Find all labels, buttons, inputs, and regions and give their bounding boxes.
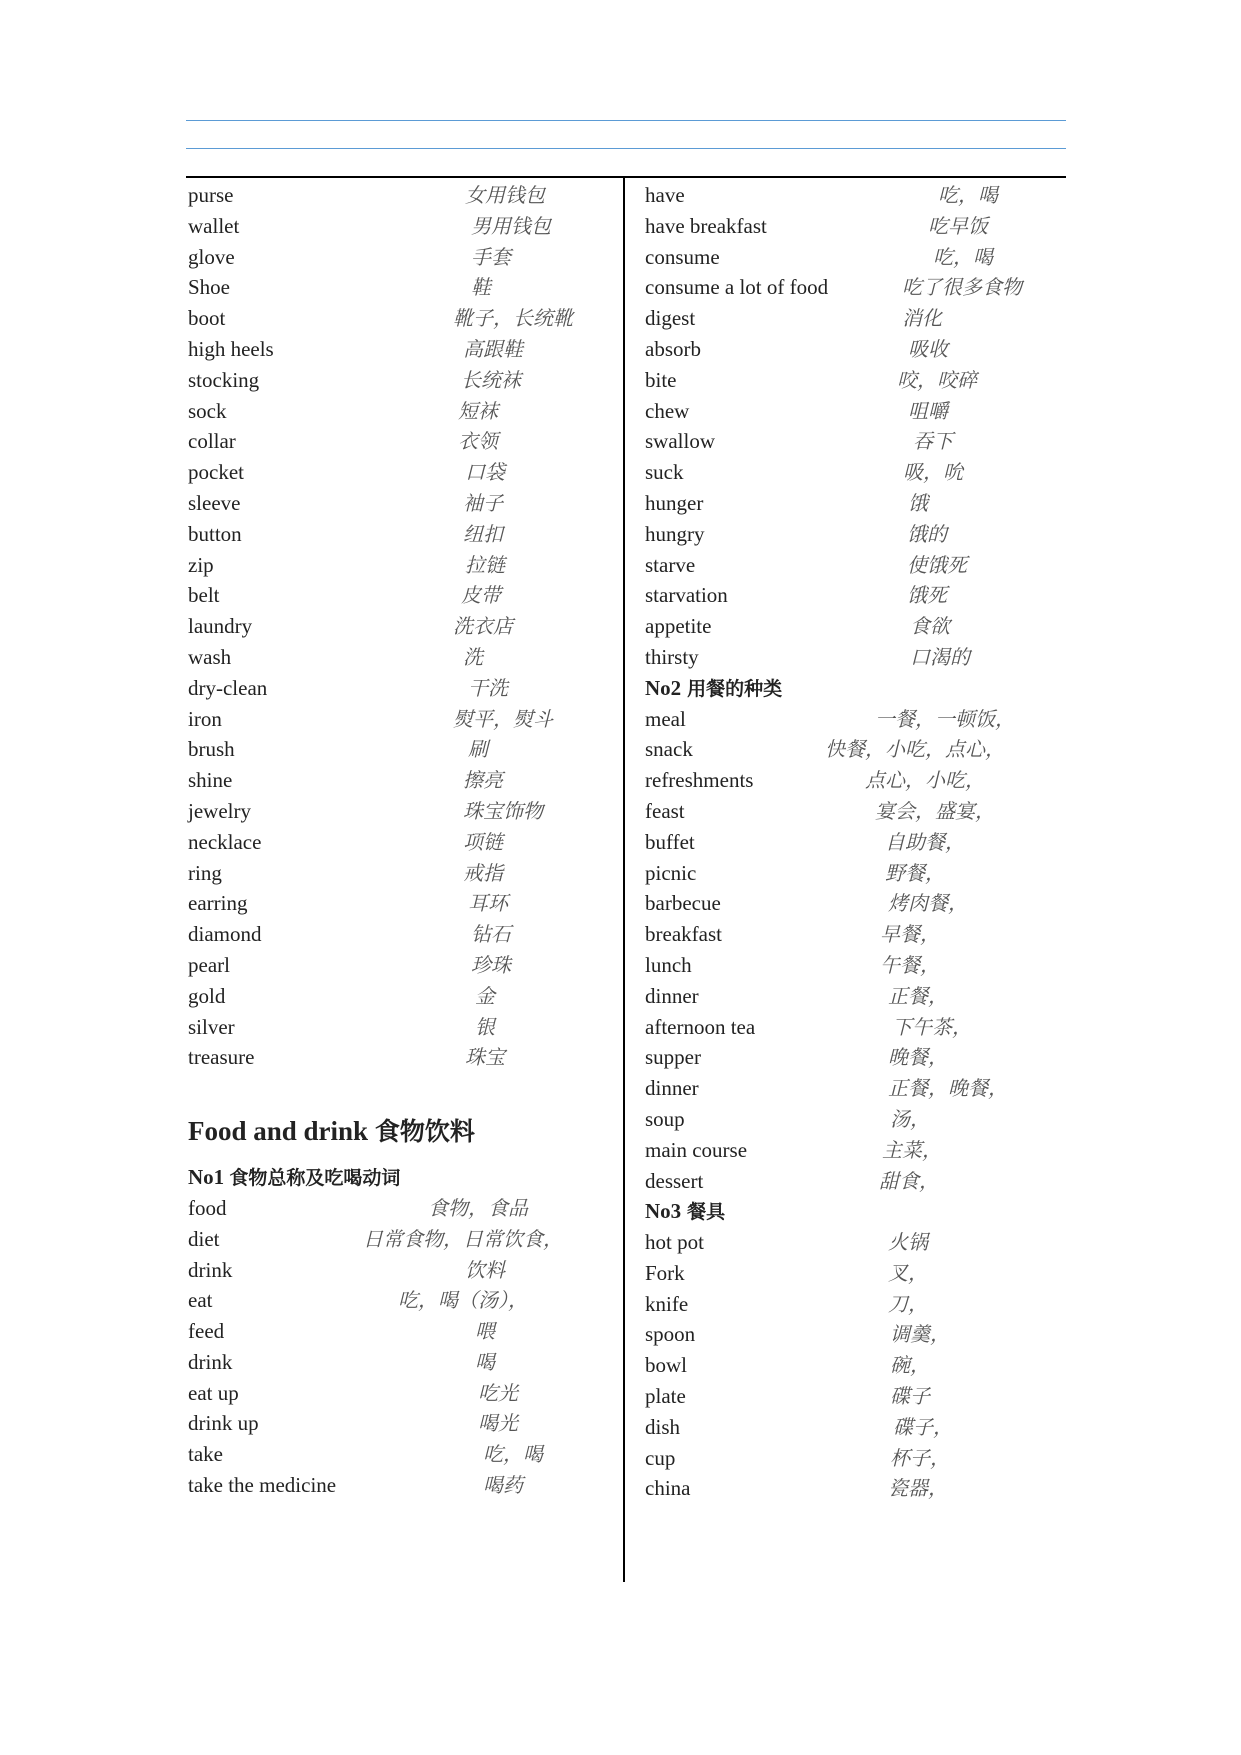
vocab-row bbox=[645, 704, 1065, 735]
chinese-gloss: 吃，喝 bbox=[933, 244, 993, 269]
english-term: ring bbox=[188, 860, 222, 885]
chinese-gloss: 刷 bbox=[468, 737, 488, 762]
chinese-gloss: 男用钱包 bbox=[471, 213, 551, 238]
vocab-row bbox=[188, 580, 613, 611]
vocab-row bbox=[188, 365, 613, 396]
english-term: feast bbox=[645, 798, 685, 823]
vocab-row bbox=[188, 488, 613, 519]
chinese-gloss: 女用钱包 bbox=[465, 183, 545, 207]
english-term: purse bbox=[188, 183, 234, 207]
english-term: consume a lot of food bbox=[645, 275, 829, 300]
chinese-gloss: 烤肉餐， bbox=[888, 891, 968, 916]
vocab-row bbox=[645, 1227, 1065, 1258]
vocab-row bbox=[188, 1470, 613, 1501]
chinese-gloss: 银 bbox=[475, 1014, 495, 1039]
chinese-gloss: 短袜 bbox=[458, 398, 498, 423]
english-term: hot pot bbox=[645, 1230, 704, 1255]
chinese-gloss: 洗 bbox=[463, 644, 483, 669]
english-term: cup bbox=[645, 1445, 676, 1470]
chinese-gloss: 饿 bbox=[908, 490, 928, 515]
vocab-row bbox=[645, 519, 1065, 550]
no3-heading-en: No3 bbox=[645, 1199, 682, 1224]
chinese-gloss: 自助餐， bbox=[885, 829, 965, 854]
english-term: plate bbox=[645, 1384, 686, 1409]
chinese-gloss: 皮带 bbox=[461, 583, 501, 608]
english-term: starvation bbox=[645, 583, 728, 608]
vocab-row bbox=[188, 1193, 613, 1224]
vocab-row bbox=[188, 1255, 613, 1286]
chinese-gloss: 珠宝饰物 bbox=[463, 798, 543, 823]
vocab-row bbox=[188, 303, 613, 334]
english-term: breakfast bbox=[645, 922, 722, 947]
english-term: barbecue bbox=[645, 891, 721, 916]
vocab-row bbox=[188, 704, 613, 735]
vocab-row bbox=[645, 796, 1065, 827]
no3-heading bbox=[645, 1196, 1065, 1227]
english-term: appetite bbox=[645, 614, 712, 639]
vocab-row bbox=[188, 1224, 613, 1255]
english-term: swallow bbox=[645, 429, 715, 454]
vocab-row bbox=[645, 550, 1065, 581]
english-term: eat bbox=[188, 1288, 213, 1313]
chinese-gloss: 擦亮 bbox=[463, 768, 503, 793]
english-term: have bbox=[645, 183, 685, 207]
english-term: refreshments bbox=[645, 768, 754, 793]
vocab-row bbox=[188, 827, 613, 858]
chinese-gloss: 吸，吮 bbox=[903, 460, 963, 485]
english-term: wash bbox=[188, 644, 232, 669]
english-term: thirsty bbox=[645, 644, 699, 669]
chinese-gloss: 甜食， bbox=[879, 1168, 939, 1193]
chinese-gloss: 正餐， bbox=[888, 983, 948, 1008]
chinese-gloss: 喝光 bbox=[478, 1411, 518, 1436]
vocab-row bbox=[188, 426, 613, 457]
table-top-border bbox=[186, 176, 1066, 178]
vocab-row bbox=[188, 642, 613, 673]
vocab-row bbox=[645, 457, 1065, 488]
vocab-row bbox=[188, 519, 613, 550]
vocab-row bbox=[645, 611, 1065, 642]
vocab-row bbox=[188, 765, 613, 796]
chinese-gloss: 正餐，晚餐， bbox=[888, 1076, 1008, 1101]
vocab-row bbox=[188, 550, 613, 581]
english-term: lunch bbox=[645, 952, 692, 977]
vocab-row bbox=[645, 1381, 1065, 1412]
english-term: take bbox=[188, 1442, 223, 1467]
vocab-row bbox=[188, 334, 613, 365]
chinese-gloss: 喝药 bbox=[483, 1473, 523, 1498]
vocab-row bbox=[645, 242, 1065, 273]
chinese-gloss: 饿死 bbox=[907, 583, 947, 608]
vocab-row bbox=[645, 396, 1065, 427]
vocab-row bbox=[645, 919, 1065, 950]
chinese-gloss: 耳环 bbox=[468, 891, 508, 916]
english-term: snack bbox=[645, 737, 693, 762]
chinese-gloss: 喝 bbox=[475, 1349, 495, 1374]
chinese-gloss: 靴子，长统靴 bbox=[453, 306, 573, 331]
chinese-gloss: 使饿死 bbox=[907, 552, 967, 577]
english-term: pocket bbox=[188, 460, 244, 485]
english-term: take the medicine bbox=[188, 1473, 337, 1498]
chinese-gloss: 下午茶， bbox=[892, 1014, 972, 1039]
chinese-gloss: 汤， bbox=[890, 1106, 930, 1131]
vocab-row bbox=[645, 1443, 1065, 1474]
english-term: high heels bbox=[188, 336, 274, 361]
no1-heading bbox=[188, 1162, 613, 1193]
vocab-row bbox=[645, 1350, 1065, 1381]
english-term: boot bbox=[188, 306, 226, 331]
vocab-row bbox=[645, 272, 1065, 303]
vocab-row bbox=[645, 1042, 1065, 1073]
english-term: drink bbox=[188, 1349, 233, 1374]
meal-types-list bbox=[645, 704, 1065, 1197]
vocab-row bbox=[645, 1319, 1065, 1350]
chinese-gloss: 火锅 bbox=[888, 1230, 928, 1255]
eating-verbs-list bbox=[645, 180, 1065, 673]
english-term: feed bbox=[188, 1319, 225, 1344]
english-term: spoon bbox=[645, 1322, 696, 1347]
vocab-row bbox=[188, 981, 613, 1012]
chinese-gloss: 瓷器， bbox=[888, 1476, 948, 1501]
chinese-gloss: 早餐， bbox=[880, 922, 940, 947]
no3-heading-zh: 餐具 bbox=[687, 1201, 726, 1224]
english-term: zip bbox=[188, 552, 214, 577]
vocab-row bbox=[645, 827, 1065, 858]
chinese-gloss: 碟子， bbox=[893, 1414, 953, 1439]
vocab-row bbox=[645, 950, 1065, 981]
english-term: dinner bbox=[645, 983, 699, 1008]
vocab-row bbox=[645, 1012, 1065, 1043]
english-term: sock bbox=[188, 398, 227, 423]
english-term: dish bbox=[645, 1414, 681, 1439]
chinese-gloss: 调羹， bbox=[890, 1322, 950, 1347]
english-term: pearl bbox=[188, 952, 230, 977]
right-column bbox=[645, 180, 1065, 1504]
english-term: diamond bbox=[188, 922, 262, 947]
vocab-row bbox=[645, 858, 1065, 889]
chinese-gloss: 午餐， bbox=[880, 952, 940, 977]
chinese-gloss: 衣领 bbox=[458, 429, 498, 454]
english-term: supper bbox=[645, 1045, 701, 1070]
chinese-gloss: 吸收 bbox=[908, 336, 948, 361]
chinese-gloss: 点心，小吃， bbox=[865, 768, 985, 793]
english-term: suck bbox=[645, 460, 684, 485]
chinese-gloss: 吃早饭 bbox=[928, 213, 988, 238]
vocab-row bbox=[188, 919, 613, 950]
vocab-row bbox=[188, 180, 613, 211]
vocab-row bbox=[188, 611, 613, 642]
english-term: sleeve bbox=[188, 490, 241, 515]
english-term: dessert bbox=[645, 1168, 704, 1193]
english-term: picnic bbox=[645, 860, 697, 885]
english-term: soup bbox=[645, 1106, 685, 1131]
tableware-list bbox=[645, 1227, 1065, 1504]
english-term: bite bbox=[645, 367, 677, 392]
english-term: afternoon tea bbox=[645, 1014, 756, 1039]
chinese-gloss: 消化 bbox=[902, 306, 942, 331]
english-term: hungry bbox=[645, 521, 705, 546]
chinese-gloss: 袖子 bbox=[463, 490, 503, 515]
chinese-gloss: 吞下 bbox=[913, 429, 953, 454]
english-term: dry-clean bbox=[188, 675, 268, 700]
vocab-row bbox=[188, 1042, 613, 1073]
vocab-row bbox=[188, 1316, 613, 1347]
vocab-row bbox=[188, 242, 613, 273]
chinese-gloss: 咀嚼 bbox=[908, 398, 948, 423]
clothing-vocab-list bbox=[188, 180, 613, 1073]
chinese-gloss: 食物，食品 bbox=[428, 1195, 528, 1220]
english-term: Shoe bbox=[188, 275, 230, 300]
chinese-gloss: 叉， bbox=[888, 1260, 928, 1285]
english-term: jewelry bbox=[188, 798, 251, 823]
chinese-gloss: 咬，咬碎 bbox=[897, 367, 977, 392]
english-term: meal bbox=[645, 706, 686, 731]
chinese-gloss: 杯子， bbox=[890, 1445, 950, 1470]
english-term: eat up bbox=[188, 1380, 239, 1405]
section-title-en: Food and drink bbox=[188, 1116, 375, 1147]
vocab-row bbox=[645, 1258, 1065, 1289]
vocab-row bbox=[188, 457, 613, 488]
vocab-row bbox=[645, 734, 1065, 765]
chinese-gloss: 吃光 bbox=[478, 1380, 518, 1405]
english-term: laundry bbox=[188, 614, 253, 639]
english-term: dinner bbox=[645, 1076, 699, 1101]
english-term: glove bbox=[188, 244, 235, 269]
chinese-gloss: 喂 bbox=[475, 1319, 495, 1344]
chinese-gloss: 拉链 bbox=[465, 552, 505, 577]
chinese-gloss: 鞋 bbox=[471, 275, 491, 300]
english-term: drink bbox=[188, 1257, 233, 1282]
chinese-gloss: 野餐， bbox=[885, 860, 945, 885]
vocab-row bbox=[645, 211, 1065, 242]
chinese-gloss: 洗衣店 bbox=[453, 614, 513, 639]
english-term: earring bbox=[188, 891, 248, 916]
vocab-row bbox=[188, 1378, 613, 1409]
chinese-gloss: 长统袜 bbox=[461, 367, 521, 392]
chinese-gloss: 干洗 bbox=[468, 675, 508, 700]
vocab-row bbox=[645, 426, 1065, 457]
english-term: diet bbox=[188, 1226, 220, 1251]
english-term: consume bbox=[645, 244, 720, 269]
vocab-row bbox=[188, 396, 613, 427]
vocab-row bbox=[645, 1412, 1065, 1443]
chinese-gloss: 碗， bbox=[890, 1353, 930, 1378]
chinese-gloss: 戒指 bbox=[463, 860, 503, 885]
chinese-gloss: 口渴的 bbox=[910, 644, 970, 669]
header-rule-bottom bbox=[186, 148, 1066, 149]
english-term: bowl bbox=[645, 1353, 687, 1378]
english-term: button bbox=[188, 521, 242, 546]
vocab-row bbox=[645, 1073, 1065, 1104]
chinese-gloss: 珍珠 bbox=[471, 952, 511, 977]
no1-heading-zh: 食物总称及吃喝动词 bbox=[229, 1167, 401, 1190]
food-verbs-list bbox=[188, 1193, 613, 1501]
english-term: hunger bbox=[645, 490, 704, 515]
chinese-gloss: 钻石 bbox=[471, 922, 511, 947]
vocab-row bbox=[645, 765, 1065, 796]
chinese-gloss: 吃，喝 bbox=[938, 183, 998, 207]
chinese-gloss: 吃了很多食物 bbox=[902, 275, 1022, 300]
chinese-gloss: 项链 bbox=[463, 829, 503, 854]
vocab-row bbox=[645, 1289, 1065, 1320]
vocab-row bbox=[188, 796, 613, 827]
chinese-gloss: 饿的 bbox=[907, 521, 947, 546]
english-term: have breakfast bbox=[645, 213, 767, 238]
chinese-gloss: 高跟鞋 bbox=[463, 336, 523, 361]
vocab-row bbox=[645, 488, 1065, 519]
chinese-gloss: 快餐，小吃，点心， bbox=[825, 737, 1005, 762]
english-term: shine bbox=[188, 768, 233, 793]
english-term: chew bbox=[645, 398, 690, 423]
vocab-row bbox=[188, 858, 613, 889]
vocab-row bbox=[188, 1285, 613, 1316]
chinese-gloss: 手套 bbox=[471, 244, 511, 269]
chinese-gloss: 一餐，一顿饭， bbox=[875, 706, 1015, 731]
chinese-gloss: 珠宝 bbox=[465, 1045, 505, 1070]
vocab-row bbox=[645, 642, 1065, 673]
chinese-gloss: 纽扣 bbox=[463, 521, 503, 546]
vocab-row bbox=[645, 303, 1065, 334]
english-term: treasure bbox=[188, 1045, 255, 1070]
vocab-row bbox=[188, 1012, 613, 1043]
vocab-row bbox=[645, 1166, 1065, 1197]
english-term: buffet bbox=[645, 829, 695, 854]
english-term: drink up bbox=[188, 1411, 259, 1436]
chinese-gloss: 宴会，盛宴， bbox=[875, 798, 995, 823]
header-rule-top bbox=[186, 120, 1066, 121]
vocab-row bbox=[645, 580, 1065, 611]
english-term: stocking bbox=[188, 367, 260, 392]
chinese-gloss: 晚餐， bbox=[888, 1045, 948, 1070]
left-column bbox=[188, 180, 613, 1501]
vocab-row bbox=[645, 888, 1065, 919]
english-term: silver bbox=[188, 1014, 235, 1039]
english-term: collar bbox=[188, 429, 236, 454]
section-title-zh: 食物饮料 bbox=[374, 1117, 475, 1147]
chinese-gloss: 熨平，熨斗 bbox=[453, 706, 553, 731]
english-term: knife bbox=[645, 1291, 689, 1316]
english-term: absorb bbox=[645, 336, 701, 361]
vocab-row bbox=[188, 1347, 613, 1378]
chinese-gloss: 金 bbox=[475, 983, 495, 1008]
vocab-row bbox=[188, 1439, 613, 1470]
vocab-row bbox=[645, 1104, 1065, 1135]
vocab-row bbox=[188, 950, 613, 981]
vocab-row bbox=[645, 1473, 1065, 1504]
vocab-row bbox=[645, 180, 1065, 211]
vocab-row bbox=[188, 673, 613, 704]
english-term: food bbox=[188, 1195, 227, 1220]
vocab-row bbox=[188, 272, 613, 303]
chinese-gloss: 食欲 bbox=[910, 614, 950, 639]
vocab-row bbox=[645, 1135, 1065, 1166]
vocab-row bbox=[188, 734, 613, 765]
column-divider bbox=[623, 176, 625, 1582]
vocab-row bbox=[188, 211, 613, 242]
no1-heading-en: No1 bbox=[188, 1165, 230, 1190]
no2-heading-zh: 用餐的种类 bbox=[687, 677, 783, 700]
vocab-row bbox=[645, 365, 1065, 396]
english-term: iron bbox=[188, 706, 222, 731]
english-term: china bbox=[645, 1476, 691, 1501]
vocab-row bbox=[645, 334, 1065, 365]
chinese-gloss: 刀， bbox=[888, 1291, 928, 1316]
vocab-row bbox=[645, 981, 1065, 1012]
chinese-gloss: 吃，喝 bbox=[483, 1442, 543, 1467]
english-term: gold bbox=[188, 983, 226, 1008]
english-term: Fork bbox=[645, 1260, 685, 1285]
english-term: brush bbox=[188, 737, 235, 762]
english-term: starve bbox=[645, 552, 696, 577]
vocab-row bbox=[188, 888, 613, 919]
chinese-gloss: 碟子 bbox=[890, 1384, 930, 1409]
english-term: main course bbox=[645, 1137, 748, 1162]
no2-heading-en: No2 bbox=[645, 675, 682, 700]
section-title bbox=[188, 1106, 613, 1156]
no2-heading bbox=[645, 673, 1065, 704]
chinese-gloss: 口袋 bbox=[465, 460, 505, 485]
vocab-row bbox=[188, 1408, 613, 1439]
english-term: necklace bbox=[188, 829, 262, 854]
english-term: digest bbox=[645, 306, 696, 331]
chinese-gloss: 主菜， bbox=[882, 1137, 942, 1162]
english-term: wallet bbox=[188, 213, 240, 238]
english-term: belt bbox=[188, 583, 220, 608]
chinese-gloss: 吃，喝（汤）， bbox=[398, 1288, 528, 1313]
chinese-gloss: 饮料 bbox=[465, 1257, 505, 1282]
chinese-gloss: 日常食物，日常饮食， bbox=[363, 1226, 563, 1251]
